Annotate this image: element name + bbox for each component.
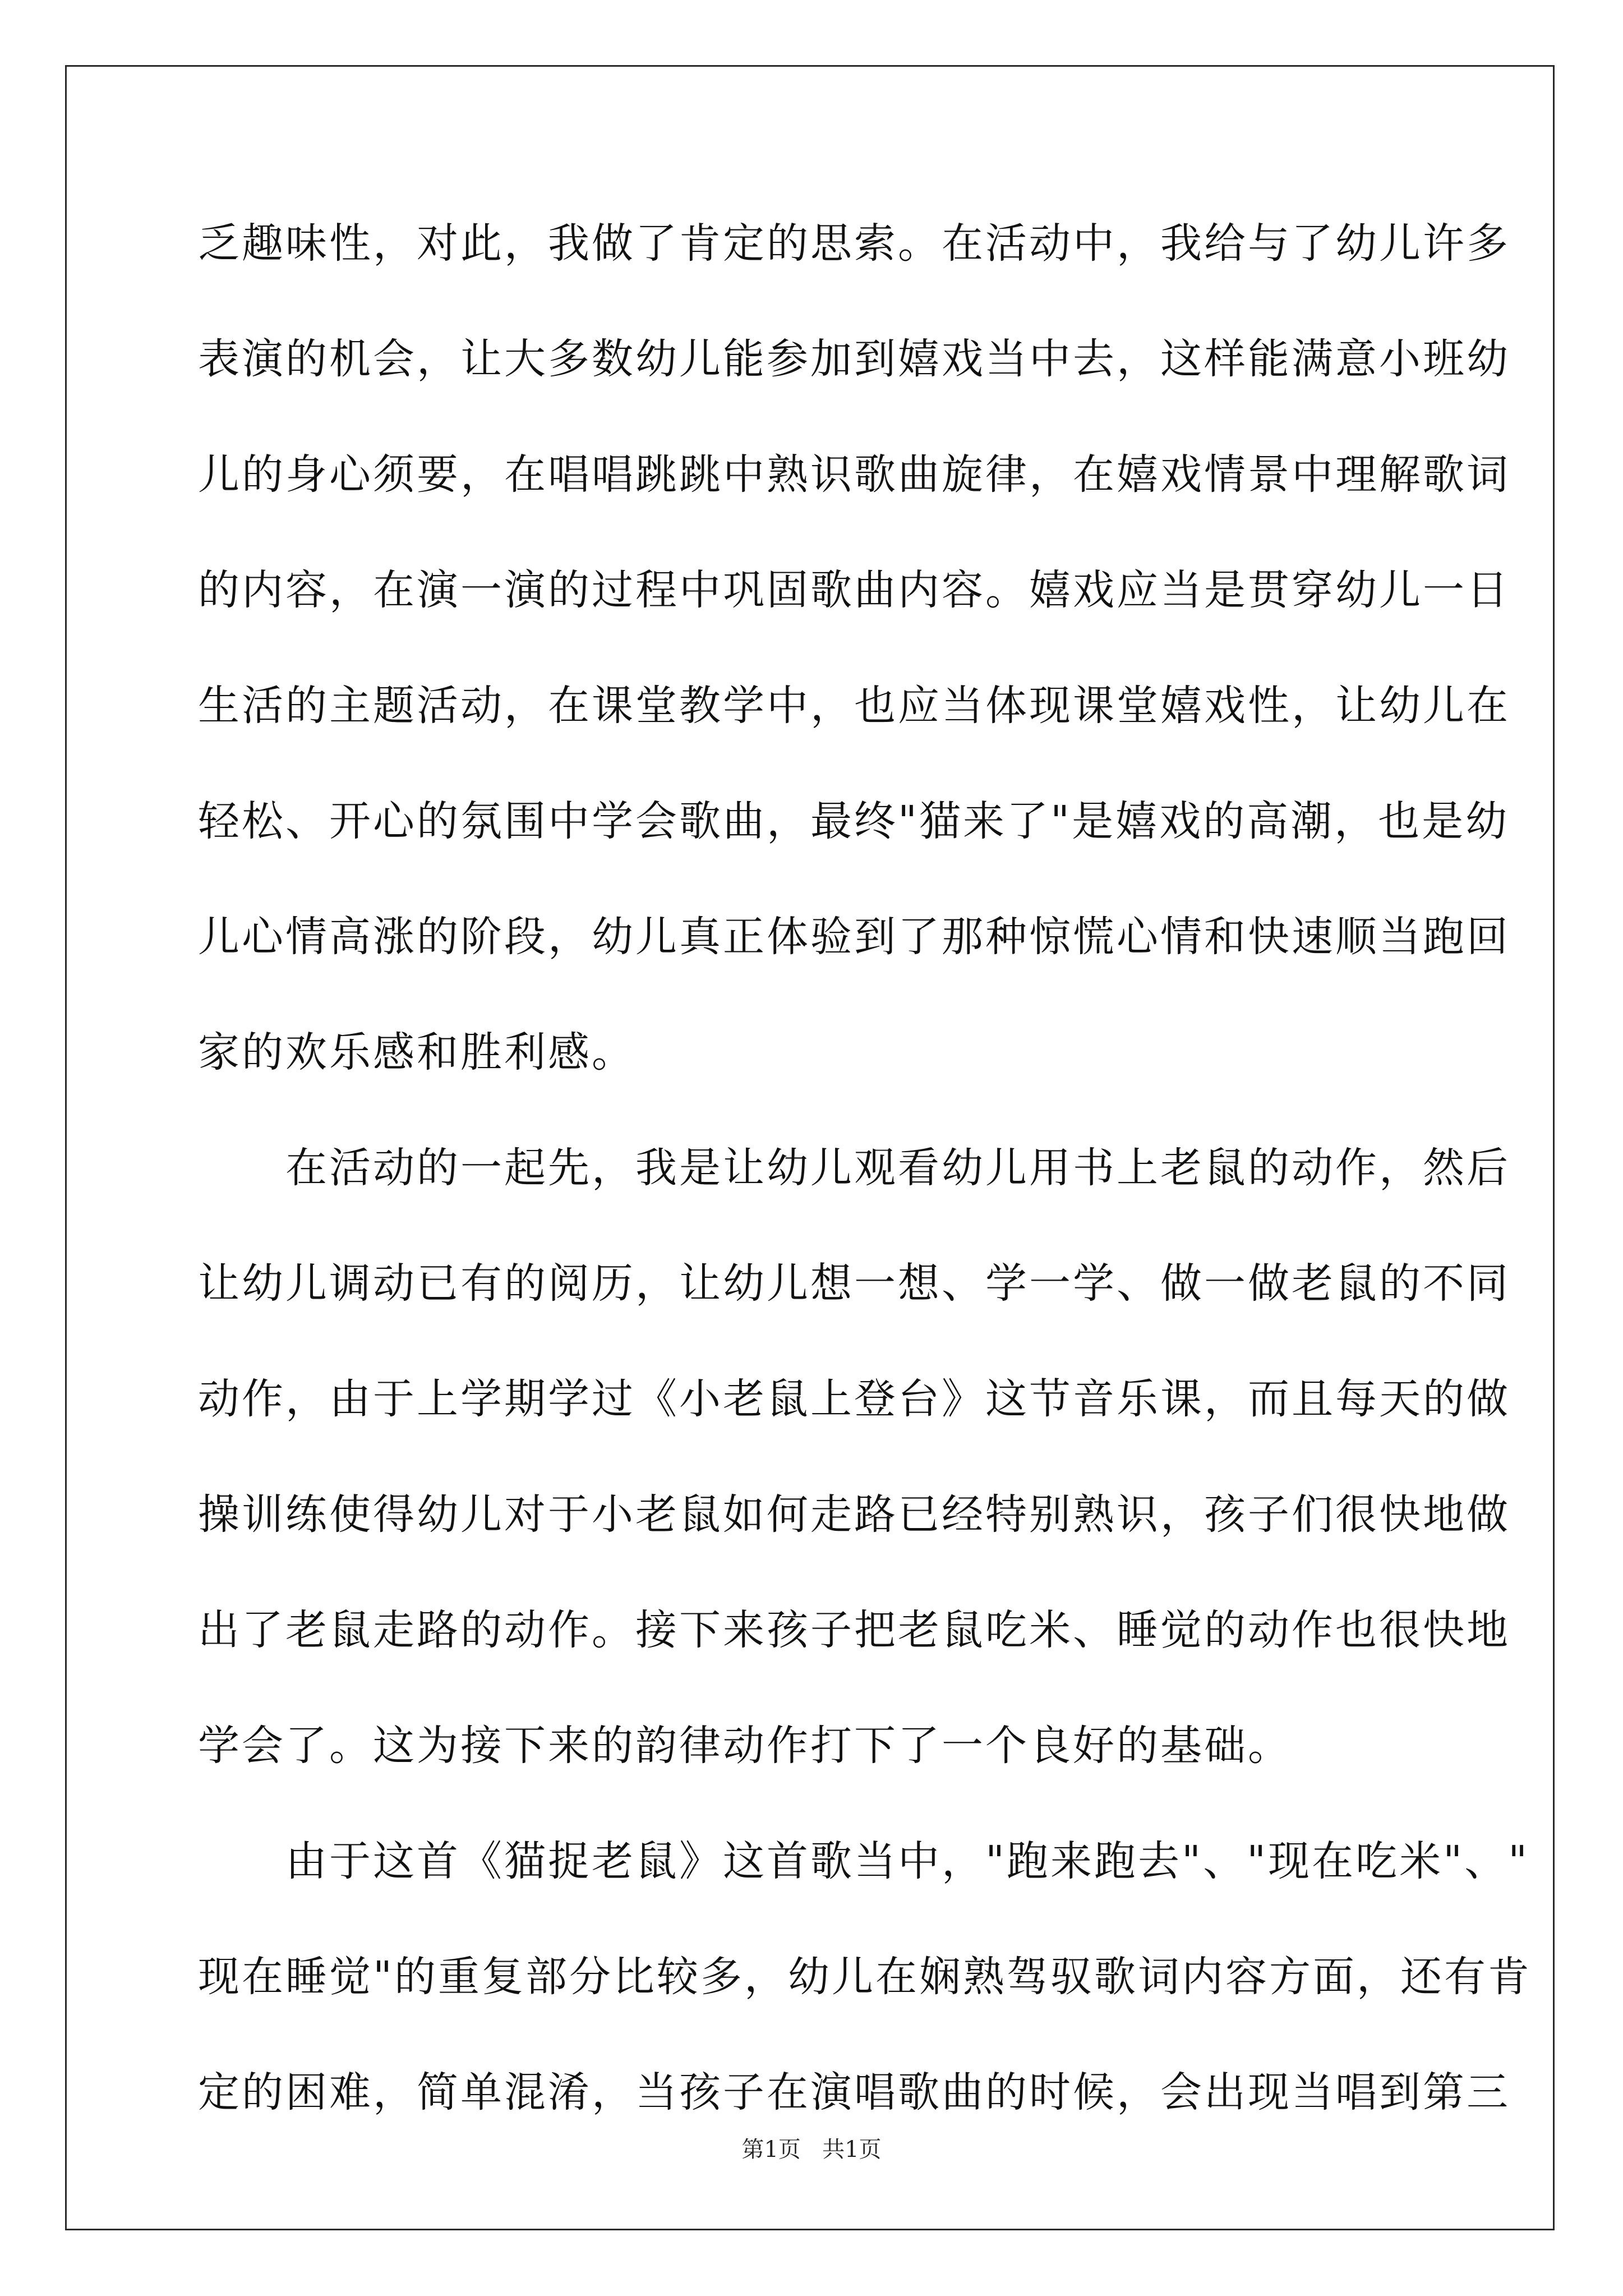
paragraph-start-line: 在活动的一起先，我是让幼儿观看幼儿用书上老鼠的动作，然后 [198, 1144, 1510, 1192]
text-line: 乏趣味性，对此，我做了肯定的思索。在活动中，我给与了幼儿许多 [198, 219, 1510, 268]
text-line: 现在睡觉"的重复部分比较多，幼儿在娴熟驾驭歌词内容方面，还有肯 [198, 1953, 1532, 2001]
text-line: 定的困难，简单混淆，当孩子在演唱歌曲的时候，会出现当唱到第三 [198, 2068, 1510, 2116]
text-line: 操训练使得幼儿对于小老鼠如何走路已经特别熟识，孩子们很快地做 [198, 1490, 1510, 1539]
text-line: 生活的主题活动，在课堂教学中，也应当体现课堂嬉戏性，让幼儿在 [198, 682, 1510, 730]
text-line: 的内容，在演一演的过程中巩固歌曲内容。嬉戏应当是贯穿幼儿一日 [198, 566, 1510, 614]
footer-separator [801, 2137, 822, 2162]
text-line: 学会了。这为接下来的韵律动作打下了一个良好的基础。 [198, 1722, 1292, 1770]
text-line: 儿的身心须要，在唱唱跳跳中熟识歌曲旋律，在嬉戏情景中理解歌词 [198, 450, 1510, 499]
text-line: 出了老鼠走路的动作。接下来孩子把老鼠吃米、睡觉的动作也很快地 [198, 1606, 1510, 1654]
text-line: 轻松、开心的氛围中学会歌曲，最终"猫来了"是嬉戏的高潮，也是幼 [198, 797, 1510, 845]
text-line: 儿心情高涨的阶段，幼儿真正体验到了那种惊慌心情和快速顺当跑回 [198, 913, 1510, 961]
paragraph-start-line: 由于这首《猫捉老鼠》这首歌当中，"跑来跑去"、"现在吃米"、" [198, 1837, 1530, 1885]
text-line: 让幼儿调动已有的阅历，让幼儿想一想、学一学、做一做老鼠的不同 [198, 1259, 1510, 1308]
page-footer [0, 2132, 1623, 2164]
page-total: 共1页 [822, 2137, 882, 2162]
text-line: 表演的机会，让大多数幼儿能参加到嬉戏当中去，这样能满意小班幼 [198, 335, 1510, 383]
page-number: 第1页 [741, 2137, 801, 2162]
text-line: 家的欢乐感和胜利感。 [198, 1028, 635, 1076]
text-line: 动作，由于上学期学过《小老鼠上登台》这节音乐课，而且每天的做 [198, 1375, 1510, 1423]
